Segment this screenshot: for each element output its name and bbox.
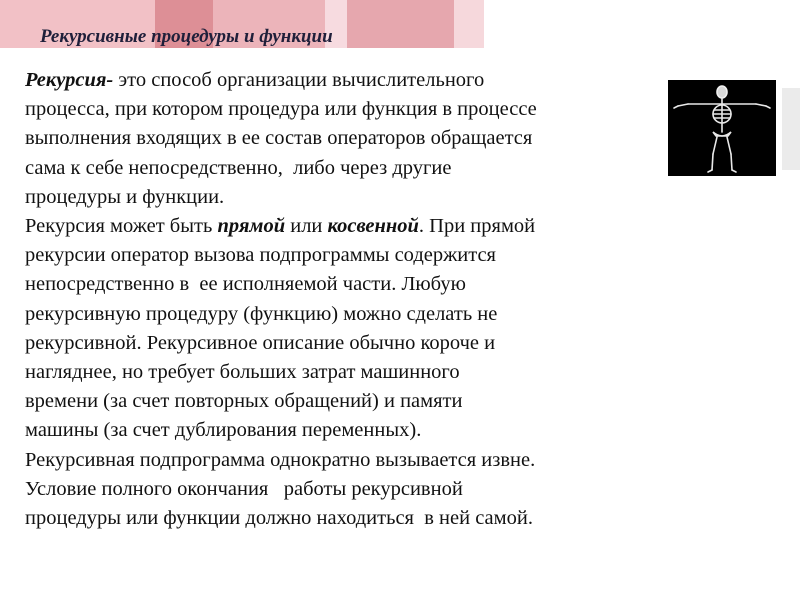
text-line: нагляднее, но требует больших затрат машинного (25, 361, 460, 384)
text-line: сама к себе непосредственно, либо через другие (25, 156, 452, 179)
skeleton-image (668, 80, 776, 176)
text-line: рекурсии оператор вызова подпрограммы содержится (25, 244, 496, 267)
content-area (25, 66, 725, 546)
term-direct: прямой (217, 215, 286, 238)
text-segment: Рекурсия может быть (25, 215, 218, 238)
side-strip (782, 88, 800, 170)
text-line: рекурсивной. Рекурсивное описание обычно короче и (25, 331, 496, 354)
paragraph-definition (25, 66, 705, 95)
text-line: процедуры и функции. (25, 185, 225, 208)
text-line: выполнения входящих в ее состав операторов обращается (25, 127, 533, 150)
header-bar-6 (454, 0, 484, 48)
body-text (25, 66, 705, 533)
text-line: машины (за счет дублирования переменных). (25, 419, 422, 442)
slide-title: Рекурсивные процедуры и функции (40, 26, 333, 47)
text-line: это способ организации вычислительного (113, 69, 485, 91)
text-line: рекурсивную процедуру (функцию) можно сделать не (25, 302, 498, 325)
text-segment: . При прямой (418, 215, 536, 238)
text-line: непосредственно в ее исполняемой части. Любую (25, 273, 466, 296)
text-line: Рекурсивная подпрограмма однократно вызывается извне. (25, 448, 536, 471)
skeleton-figure-icon (668, 80, 776, 176)
term-indirect: косвенной (327, 215, 419, 238)
text-segment: или (285, 215, 328, 238)
term-recursion: Рекурсия- (25, 69, 114, 91)
text-line: процесса, при котором процедура или функция в процессе (25, 98, 537, 121)
text-line: времени (за счет повторных обращений) и памяти (25, 390, 463, 413)
text-line: процедуры или функции должно находиться в ней самой. (25, 507, 533, 530)
text-line: Условие полного окончания работы рекурсивной (25, 477, 463, 500)
header-bar-5 (347, 0, 454, 48)
paragraph-types (25, 212, 705, 241)
